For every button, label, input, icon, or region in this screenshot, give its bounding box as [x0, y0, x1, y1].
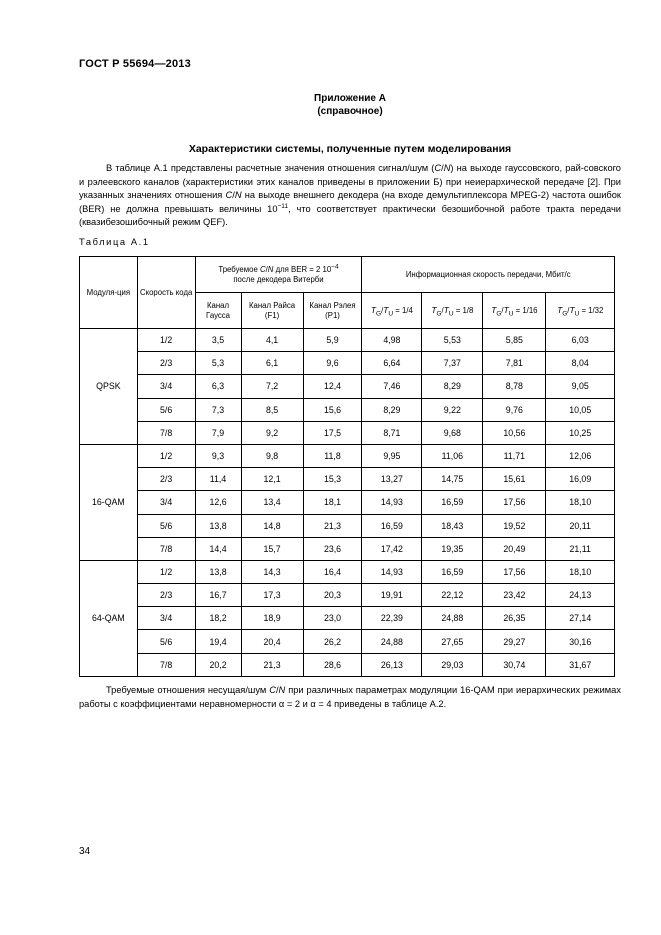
header-required-cn	[195, 257, 362, 293]
cn-c: C	[269, 685, 276, 695]
value-cell: 16,4	[303, 560, 362, 583]
value-cell: 26,2	[303, 630, 362, 653]
standard-designation: ГОСТ Р 55694—2013	[79, 58, 191, 70]
ratio-value: = 1/4	[395, 306, 413, 315]
header-required-a: Требуемое	[218, 264, 260, 274]
table-row	[80, 584, 615, 607]
cn-c: C	[434, 163, 442, 173]
table-body	[80, 329, 615, 677]
value-cell: 11,4	[195, 468, 241, 491]
value-cell: 26,35	[483, 607, 546, 630]
ratio-u: U	[508, 310, 514, 318]
code-rate-cell: 1/2	[137, 444, 195, 467]
value-cell: 18,43	[422, 514, 483, 537]
value-cell: 17,42	[362, 537, 422, 560]
value-cell: 9,8	[241, 444, 303, 467]
table-caption: Таблица А.1	[79, 237, 150, 247]
header-ratio-3	[483, 293, 546, 329]
ratio-u: U	[388, 310, 394, 318]
code-rate-cell: 1/2	[137, 560, 195, 583]
closing-eq2: = 2 и	[284, 698, 311, 709]
intro-text-1: В таблице А.1 представлены расчетные значения отношения сигнал/шум (	[106, 163, 435, 173]
value-cell: 17,56	[483, 491, 546, 514]
value-cell: 31,67	[546, 653, 615, 676]
table-row	[80, 421, 615, 444]
value-cell: 21,11	[546, 537, 615, 560]
value-cell: 29,03	[422, 653, 483, 676]
value-cell: 15,7	[241, 537, 303, 560]
table-row	[80, 514, 615, 537]
value-cell: 16,7	[195, 584, 241, 607]
ratio-u: U	[574, 310, 580, 318]
modulation-cell: QPSK	[80, 329, 138, 445]
value-cell: 14,3	[241, 560, 303, 583]
value-cell: 14,4	[195, 537, 241, 560]
appendix-block	[0, 92, 661, 118]
code-rate-cell: 1/2	[137, 329, 195, 352]
modulation-cell: 64-QAM	[80, 560, 138, 676]
ratio-u: U	[448, 310, 454, 318]
value-cell: 19,35	[422, 537, 483, 560]
header-ratio-2	[422, 293, 483, 329]
header-modulation: Модуля-ция	[80, 257, 138, 329]
section-heading: Характеристики системы, полученные путем моделирования	[188, 143, 512, 155]
value-cell: 20,2	[195, 653, 241, 676]
value-cell: 7,9	[195, 421, 241, 444]
modulation-cell: 16-QAM	[80, 444, 138, 560]
value-cell: 14,93	[362, 560, 422, 583]
value-cell: 9,05	[546, 375, 615, 398]
ratio-sep: /	[381, 306, 384, 315]
value-cell: 22,12	[422, 584, 483, 607]
value-cell: 9,95	[362, 444, 422, 467]
value-cell: 9,3	[195, 444, 241, 467]
ratio-t: T	[383, 305, 389, 315]
value-cell: 15,61	[483, 468, 546, 491]
ratio-t: T	[370, 305, 377, 315]
value-cell: 20,49	[483, 537, 546, 560]
intro-text-3: на выходе внешнего декодера (на входе демультиплексора MPEG-2) частота ошибок (BER) не должна превышать величины 10	[79, 190, 621, 214]
value-cell: 7,46	[362, 375, 422, 398]
value-cell: 9,6	[303, 352, 362, 375]
code-rate-cell: 2/3	[137, 468, 195, 491]
value-cell: 23,0	[303, 607, 362, 630]
value-cell: 10,05	[546, 398, 615, 421]
value-cell: 14,8	[241, 514, 303, 537]
value-cell: 5,85	[483, 329, 546, 352]
code-rate-cell: 5/6	[137, 514, 195, 537]
value-cell: 20,4	[241, 630, 303, 653]
code-rate-cell: 2/3	[137, 584, 195, 607]
cn-sep: /	[232, 190, 235, 201]
intro-paragraph	[79, 162, 621, 230]
value-cell: 5,9	[303, 329, 362, 352]
value-cell: 21,3	[241, 653, 303, 676]
ratio-g: G	[562, 310, 568, 318]
ratio-t: T	[491, 305, 497, 315]
value-cell: 7,2	[241, 375, 303, 398]
header-gauss: Канал Гаусса	[195, 293, 241, 329]
value-cell: 17,56	[483, 560, 546, 583]
table-row	[80, 607, 615, 630]
value-cell: 13,27	[362, 468, 422, 491]
intro-text-2: ) на выходе гауссовского, рай-совского и рэлеевского каналов (характеристики этих каналов приведены в приложении Б) при неиерархической передаче [2]. При указанных значениях отношения	[79, 163, 621, 201]
ratio-value: = 1/32	[581, 306, 604, 315]
ber-exponent: −11	[277, 202, 289, 210]
value-cell: 13,8	[195, 514, 241, 537]
cn-sep: /	[441, 163, 444, 173]
value-cell: 20,3	[303, 584, 362, 607]
closing-eq4: = 4 приведены в таблице А.2.	[315, 698, 447, 709]
code-rate-cell: 5/6	[137, 630, 195, 653]
code-rate-cell: 5/6	[137, 398, 195, 421]
closing-text-2: при различных параметрах модуляции 16-QAM при иерархических режимах работы с коэффициентами неравномерности	[79, 685, 621, 709]
header-ratio-1	[362, 293, 422, 329]
header-rice: Канал Райса (F1)	[241, 293, 303, 329]
cn-n: N	[443, 163, 451, 173]
ratio-value: = 1/16	[515, 306, 538, 315]
appendix-subtitle: (справочное)	[317, 106, 383, 117]
value-cell: 17,5	[303, 421, 362, 444]
value-cell: 29,27	[483, 630, 546, 653]
table-row	[80, 537, 615, 560]
table-row	[80, 560, 615, 583]
value-cell: 19,91	[362, 584, 422, 607]
ratio-sep: /	[567, 306, 570, 315]
value-cell: 12,4	[303, 375, 362, 398]
value-cell: 18,10	[546, 491, 615, 514]
value-cell: 14,75	[422, 468, 483, 491]
ratio-t: T	[431, 305, 437, 315]
value-cell: 27,65	[422, 630, 483, 653]
value-cell: 12,1	[241, 468, 303, 491]
value-cell: 23,6	[303, 537, 362, 560]
table-row	[80, 352, 615, 375]
closing-paragraph	[79, 684, 621, 711]
value-cell: 11,06	[422, 444, 483, 467]
ratio-g: G	[436, 310, 442, 318]
value-cell: 12,06	[546, 444, 615, 467]
value-cell: 16,59	[362, 514, 422, 537]
page-number: 34	[79, 846, 91, 857]
cn-c: C	[225, 190, 233, 201]
value-cell: 18,10	[546, 560, 615, 583]
value-cell: 4,98	[362, 329, 422, 352]
value-cell: 18,9	[241, 607, 303, 630]
value-cell: 6,1	[241, 352, 303, 375]
table-row	[80, 329, 615, 352]
value-cell: 11,8	[303, 444, 362, 467]
value-cell: 10,56	[483, 421, 546, 444]
value-cell: 8,04	[546, 352, 615, 375]
ratio-t: T	[503, 305, 509, 315]
value-cell: 9,68	[422, 421, 483, 444]
value-cell: 18,1	[303, 491, 362, 514]
table-row	[80, 444, 615, 467]
ratio-g: G	[376, 310, 382, 318]
value-cell: 12,6	[195, 491, 241, 514]
code-rate-cell: 3/4	[137, 375, 195, 398]
value-cell: 9,2	[241, 421, 303, 444]
alpha-symbol: α	[310, 698, 316, 709]
cn-n: N	[267, 264, 274, 274]
value-cell: 11,71	[483, 444, 546, 467]
value-cell: 8,29	[422, 375, 483, 398]
value-cell: 21,3	[303, 514, 362, 537]
code-rate-cell: 7/8	[137, 653, 195, 676]
header-ratio-4	[546, 293, 615, 329]
ratio-t: T	[443, 305, 449, 315]
header-required-c: после декодера Витерби	[233, 274, 324, 284]
table-row	[80, 630, 615, 653]
value-cell: 7,37	[422, 352, 483, 375]
value-cell: 5,3	[195, 352, 241, 375]
value-cell: 26,13	[362, 653, 422, 676]
value-cell: 8,29	[362, 398, 422, 421]
ratio-t: T	[557, 305, 563, 315]
value-cell: 27,14	[546, 607, 615, 630]
value-cell: 6,64	[362, 352, 422, 375]
ratio-sep: /	[501, 306, 504, 315]
value-cell: 9,76	[483, 398, 546, 421]
code-rate-cell: 3/4	[137, 607, 195, 630]
header-info-rate: Информационная скорость передачи, Мбит/с	[362, 257, 615, 293]
appendix-title: Приложение А	[314, 93, 386, 104]
alpha-symbol: α	[278, 698, 285, 709]
value-cell: 30,74	[483, 653, 546, 676]
value-cell: 9,22	[422, 398, 483, 421]
table-row	[80, 653, 615, 676]
value-cell: 14,93	[362, 491, 422, 514]
value-cell: 18,2	[195, 607, 241, 630]
value-cell: 19,4	[195, 630, 241, 653]
value-cell: 15,6	[303, 398, 362, 421]
ratio-t: T	[569, 305, 575, 315]
cn-c: C	[259, 264, 266, 274]
value-cell: 15,3	[303, 468, 362, 491]
cn-n: N	[278, 685, 286, 695]
value-cell: 13,4	[241, 491, 303, 514]
value-cell: 24,88	[362, 630, 422, 653]
ratio-sep: /	[441, 306, 444, 315]
value-cell: 7,81	[483, 352, 546, 375]
value-cell: 19,52	[483, 514, 546, 537]
table-row	[80, 491, 615, 514]
value-cell: 24,13	[546, 584, 615, 607]
value-cell: 30,16	[546, 630, 615, 653]
value-cell: 16,59	[422, 560, 483, 583]
table-row	[80, 468, 615, 491]
value-cell: 16,09	[546, 468, 615, 491]
value-cell: 28,6	[303, 653, 362, 676]
header-required-exp: −4	[331, 262, 339, 270]
value-cell: 17,3	[241, 584, 303, 607]
data-table	[79, 256, 615, 677]
code-rate-cell: 3/4	[137, 491, 195, 514]
value-cell: 13,8	[195, 560, 241, 583]
cn-n: N	[234, 190, 242, 201]
value-cell: 8,5	[241, 398, 303, 421]
value-cell: 7,3	[195, 398, 241, 421]
value-cell: 8,78	[483, 375, 546, 398]
value-cell: 5,53	[422, 329, 483, 352]
header-required-b: для BER = 2 10	[273, 264, 332, 274]
table-row	[80, 375, 615, 398]
value-cell: 20,11	[546, 514, 615, 537]
value-cell: 23,42	[483, 584, 546, 607]
closing-text-1: Требуемые отношения несущая/шум	[106, 685, 270, 695]
value-cell: 10,25	[546, 421, 615, 444]
cn-sep: /	[275, 685, 279, 695]
code-rate-cell: 7/8	[137, 537, 195, 560]
value-cell: 3,5	[195, 329, 241, 352]
code-rate-cell: 7/8	[137, 421, 195, 444]
header-code-rate: Скорость кода	[137, 257, 195, 329]
table-row	[80, 398, 615, 421]
value-cell: 8,71	[362, 421, 422, 444]
value-cell: 16,59	[422, 491, 483, 514]
value-cell: 4,1	[241, 329, 303, 352]
intro-text-4: , что соответствует практически безошибочной работе тракта передачи (квазибезошибочный режим QEF).	[79, 203, 621, 228]
header-rayleigh: Канал Рэлея (P1)	[303, 293, 362, 329]
cn-sep: /	[265, 264, 268, 274]
value-cell: 24,88	[422, 607, 483, 630]
value-cell: 22,39	[362, 607, 422, 630]
ratio-value: = 1/8	[455, 306, 474, 315]
ratio-g: G	[496, 310, 502, 318]
code-rate-cell: 2/3	[137, 352, 195, 375]
value-cell: 6,03	[546, 329, 615, 352]
value-cell: 6,3	[195, 375, 241, 398]
